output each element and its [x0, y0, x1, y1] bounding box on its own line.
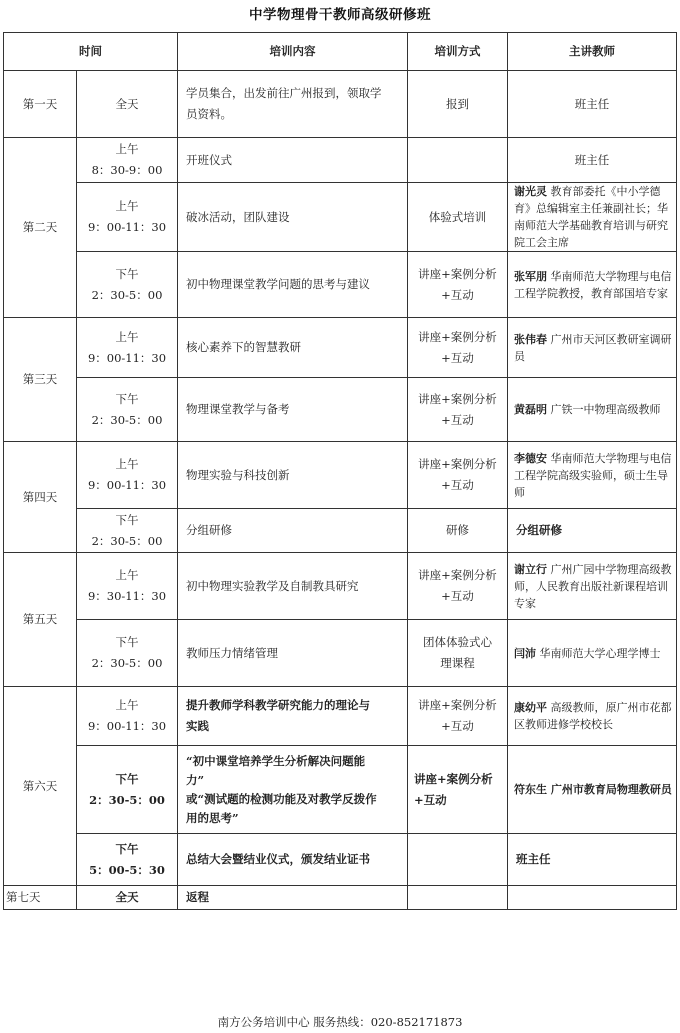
teacher-name: 闫沛: [514, 646, 536, 660]
time-period: 下午: [115, 512, 139, 527]
time-period: 上午: [115, 199, 139, 213]
session-content: 物理实验与科技创新: [178, 442, 408, 509]
time-range: 9：00-11：30: [87, 478, 167, 492]
method-line: 讲座+案例分析: [418, 266, 497, 281]
time-range: 2：30-5：00: [89, 792, 165, 807]
content-line: “初中课堂培养学生分析解决问题能: [186, 753, 366, 768]
session-content: 开班仪式: [178, 138, 408, 183]
session-teacher: [508, 378, 677, 442]
session-method: 体验式培训: [408, 183, 508, 252]
table-row: [4, 553, 677, 620]
schedule-table: [3, 32, 677, 910]
teacher-desc: 广州市天河区教研室调研员: [514, 332, 672, 363]
content-line: 或“测试题的检测功能及对教学反拨作: [186, 791, 377, 806]
session-content: 初中物理实验教学及自制教具研究: [178, 553, 408, 620]
table-row: [4, 509, 677, 553]
session-content: 返程: [178, 886, 408, 910]
session-teacher: [508, 687, 677, 746]
session-content: 总结大会暨结业仪式，颁发结业证书: [178, 834, 408, 886]
table-row: [4, 138, 677, 183]
session-method: [408, 138, 508, 183]
time-period: 下午: [115, 391, 139, 406]
session-content: [178, 746, 408, 834]
time-period: 上午: [115, 698, 139, 712]
time-period: 上午: [115, 142, 139, 156]
teacher-name: 谢立行: [514, 562, 547, 576]
session-method: [408, 834, 508, 886]
teacher-desc: 高级教师，原广州市花都区教师进修学校校长: [514, 701, 672, 731]
session-teacher: [508, 886, 677, 910]
footer-contact: 南方公务培训中心 服务热线：020-852171873: [217, 1015, 463, 1029]
session-time: [77, 746, 178, 834]
session-content: [178, 71, 408, 138]
teacher-name: 李德安: [514, 451, 547, 465]
table-row: [4, 71, 677, 138]
session-time: [77, 183, 178, 252]
teacher-name: 康幼平: [514, 701, 547, 714]
table-row: [4, 886, 677, 910]
day-label: 第二天: [4, 138, 77, 318]
time-range: 2：30-5：00: [91, 287, 163, 302]
session-time: [77, 442, 178, 509]
session-time: [77, 687, 178, 746]
session-method: [408, 378, 508, 442]
teacher-desc: 华南师范大学心理学博士: [539, 646, 661, 660]
method-line: 讲座+案例分析: [414, 771, 493, 786]
day-label: 第七天: [4, 886, 77, 910]
method-line: 讲座+案例分析: [418, 698, 497, 712]
session-method: 报到: [408, 71, 508, 138]
day-label: 第四天: [4, 442, 77, 553]
session-time: [77, 509, 178, 553]
session-time: [77, 378, 178, 442]
time-period: 上午: [115, 329, 139, 344]
header-content: 培训内容: [178, 33, 408, 71]
table-row: [4, 442, 677, 509]
table-row: [4, 318, 677, 378]
method-line: +互动: [441, 350, 474, 365]
table-row: [4, 746, 677, 834]
time-range: 9：00-11：30: [87, 719, 167, 733]
session-time: [77, 318, 178, 378]
session-time: [77, 553, 178, 620]
table-header-row: [4, 33, 677, 71]
session-teacher: [508, 252, 677, 318]
method-line: +互动: [441, 287, 474, 302]
session-method: [408, 252, 508, 318]
session-method: [408, 553, 508, 620]
session-teacher: [508, 318, 677, 378]
method-line: 理课程: [440, 656, 475, 670]
method-line: 讲座+案例分析: [418, 457, 497, 471]
teacher-desc: 广州广园中学物理高级教师，人民教育出版社新课程培训专家: [514, 562, 672, 610]
teacher-name: 黄磊明: [514, 403, 547, 416]
teacher-name: 张军朋: [514, 269, 547, 283]
time-range: 9：00-11：30: [87, 220, 167, 234]
session-time: [77, 252, 178, 318]
time-period: 上午: [115, 568, 139, 582]
header-method: 培训方式: [408, 33, 508, 71]
teacher-name: 谢光灵: [514, 185, 547, 198]
header-teacher: 主讲教师: [508, 33, 677, 71]
session-content: 分组研修: [178, 509, 408, 553]
teacher-name: 张伟春: [514, 332, 547, 346]
time-period: 下午: [115, 841, 139, 856]
time-period: 下午: [115, 266, 139, 281]
session-method: [408, 886, 508, 910]
content-line: 力”: [186, 772, 205, 787]
content-line: 实践: [186, 719, 209, 733]
teacher-name: 符东生: [514, 783, 547, 796]
time-period: 上午: [115, 457, 139, 471]
teacher-desc: 广铁一中物理高级教师: [550, 403, 661, 416]
table-row: [4, 620, 677, 687]
session-teacher: 班主任: [508, 138, 677, 183]
method-line: +互动: [441, 589, 474, 603]
time-range: 2：30-5：00: [91, 656, 163, 670]
session-method: [408, 746, 508, 834]
session-teacher: [508, 442, 677, 509]
time-period: 下午: [115, 635, 139, 649]
teacher-desc: 华南师范大学物理与电信工程学院教授，教育部国培专家: [514, 269, 672, 300]
time-range: 8：30-9：00: [91, 163, 163, 177]
session-time: [77, 138, 178, 183]
method-line: +互动: [441, 478, 474, 492]
table-row: [4, 252, 677, 318]
content-line: 学员集合，出发前往广州报到，领取学: [186, 86, 382, 100]
method-line: +互动: [441, 719, 474, 733]
session-method: [408, 620, 508, 687]
table-row: [4, 378, 677, 442]
page-title: 中学物理骨干教师高级研修班: [249, 7, 431, 23]
content-line: 提升教师学科教学研究能力的理论与: [186, 698, 370, 712]
teacher-desc: 广州市教育局物理教研员: [550, 783, 672, 796]
session-teacher: [508, 183, 677, 252]
time-range: 2：30-5：00: [91, 533, 163, 548]
method-line: 讲座+案例分析: [418, 568, 497, 582]
session-content: 破冰活动，团队建设: [178, 183, 408, 252]
session-teacher: 分组研修: [508, 509, 677, 553]
session-teacher: [508, 553, 677, 620]
table-row: [4, 834, 677, 886]
teacher-desc: 教育部委托《中小学德育》总编辑室主任兼副社长；华南师范大学基础教育培训与研究院工会主席: [514, 185, 668, 249]
session-time: [77, 620, 178, 687]
day-label: 第五天: [4, 553, 77, 687]
day-label: 第三天: [4, 318, 77, 442]
session-time: 全天: [77, 886, 178, 910]
method-line: +互动: [414, 792, 447, 807]
session-teacher: [508, 746, 677, 834]
method-line: 讲座+案例分析: [418, 391, 497, 406]
method-line: 讲座+案例分析: [418, 329, 497, 344]
session-content: [178, 687, 408, 746]
method-line: +互动: [441, 412, 474, 427]
session-time: 全天: [77, 71, 178, 138]
time-range: 9：30-11：30: [87, 589, 167, 603]
session-content: 教师压力情绪管理: [178, 620, 408, 687]
day-label: 第六天: [4, 687, 77, 886]
session-teacher: 班主任: [508, 71, 677, 138]
time-range: 2：30-5：00: [91, 412, 163, 427]
method-line: 团体体验式心: [423, 635, 492, 649]
header-time: 时间: [4, 33, 178, 71]
teacher-desc: 华南师范大学物理与电信工程学院高级实验师，硕士生导师: [514, 451, 672, 499]
day-label: 第一天: [4, 71, 77, 138]
content-line: 用的思考”: [186, 810, 239, 825]
time-period: 下午: [115, 771, 139, 786]
session-method: [408, 687, 508, 746]
session-teacher: [508, 620, 677, 687]
session-method: [408, 318, 508, 378]
session-content: 核心素养下的智慧教研: [178, 318, 408, 378]
session-method: [408, 442, 508, 509]
content-line: 员资料。: [186, 107, 232, 121]
time-range: 5：00-5：30: [89, 862, 165, 877]
session-time: [77, 834, 178, 886]
session-method: 研修: [408, 509, 508, 553]
session-content: 初中物理课堂教学问题的思考与建议: [178, 252, 408, 318]
session-content: 物理课堂教学与备考: [178, 378, 408, 442]
time-range: 9：00-11：30: [87, 350, 167, 365]
table-row: [4, 687, 677, 746]
table-row: [4, 183, 677, 252]
session-teacher: 班主任: [508, 834, 677, 886]
